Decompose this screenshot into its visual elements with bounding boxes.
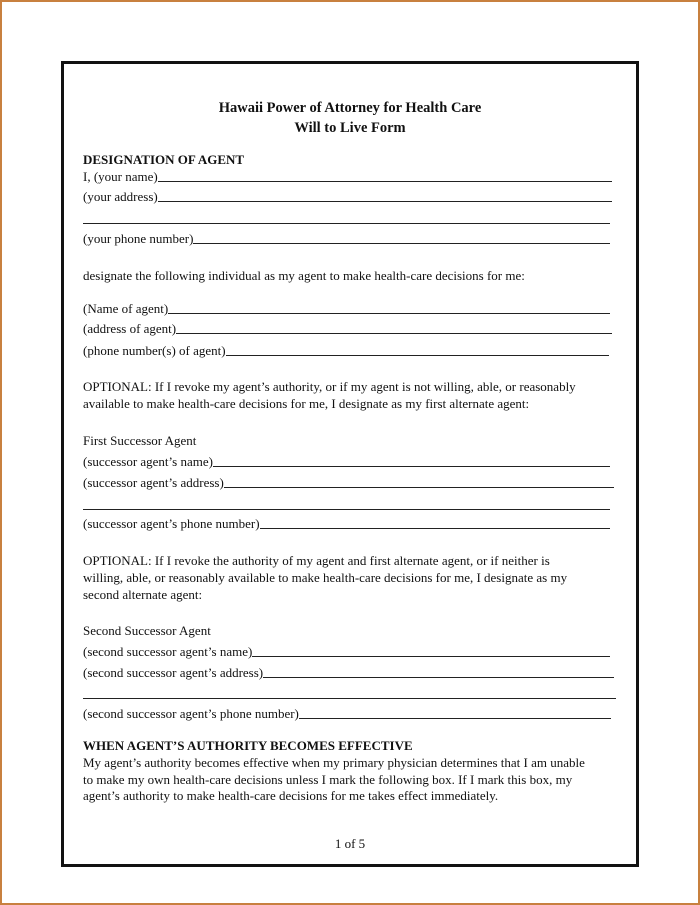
successor-name-label: (successor agent’s name) — [83, 454, 213, 469]
your-phone-field[interactable] — [83, 231, 610, 247]
agent-name-label: (Name of agent) — [83, 301, 169, 316]
effective-text-line1: My agent’s authority becomes effective when my primary physician determines that I am unable — [83, 755, 585, 770]
effective-heading: WHEN AGENT’S AUTHORITY BECOMES EFFECTIVE — [83, 738, 413, 753]
your-name-label: I, (your name) — [83, 169, 158, 184]
second-successor-phone-label: (second successor agent’s phone number) — [83, 706, 299, 721]
successor-phone-field[interactable] — [83, 516, 610, 532]
effective-text-line2: to make my own health-care decisions unless I mark the following box. If I mark this box, my — [83, 772, 573, 787]
second-successor-address-label: (second successor agent’s address) — [83, 665, 264, 680]
form-title: Hawaii Power of Attorney for Health Care — [218, 100, 482, 116]
first-successor-heading: First Successor Agent — [83, 433, 197, 448]
agent-phone-field[interactable] — [83, 343, 609, 359]
second-successor-address-field[interactable] — [83, 665, 614, 681]
successor-address-line2[interactable] — [83, 509, 610, 510]
optional1-text-line1: OPTIONAL: If I revoke my agent’s authority, or if my agent is not willing, able, or reasonably — [83, 379, 576, 394]
successor-address-field[interactable] — [83, 475, 614, 491]
second-successor-name-label: (second successor agent’s name) — [83, 644, 253, 659]
successor-address-label: (successor agent’s address) — [83, 475, 224, 490]
second-successor-heading: Second Successor Agent — [83, 623, 211, 638]
successor-phone-label: (successor agent’s phone number) — [83, 516, 260, 531]
your-address-line2[interactable] — [83, 223, 610, 224]
successor-name-field[interactable] — [83, 454, 610, 470]
second-successor-name-field[interactable] — [83, 644, 610, 660]
your-name-field[interactable] — [83, 169, 612, 185]
your-phone-label: (your phone number) — [83, 231, 194, 246]
form-subtitle: Will to Live Form — [294, 120, 406, 136]
second-successor-phone-field[interactable] — [83, 706, 611, 722]
effective-text-line3: agent’s authority to make health-care decisions for me takes effect immediately. — [83, 788, 499, 803]
optional1-text-line2: available to make health-care decisions for me, I designate as my first alternate agent: — [83, 396, 530, 411]
page-number: 1 of 5 — [334, 836, 366, 851]
optional2-text-line3: second alternate agent: — [83, 587, 203, 602]
agent-phone-label: (phone number(s) of agent) — [83, 343, 226, 358]
agent-address-label: (address of agent) — [83, 321, 177, 336]
agent-name-field[interactable] — [83, 301, 610, 317]
your-address-field[interactable] — [83, 189, 612, 205]
optional2-text-line1: OPTIONAL: If I revoke the authority of my agent and first alternate agent, or if neither is — [83, 553, 550, 568]
designate-text: designate the following individual as my agent to make health-care decisions for me: — [83, 268, 525, 283]
your-address-label: (your address) — [83, 189, 158, 204]
second-successor-address-line2[interactable] — [83, 698, 616, 699]
agent-address-field[interactable] — [83, 321, 612, 337]
optional2-text-line2: willing, able, or reasonably available to make health-care decisions for me, I designate as my — [83, 570, 568, 585]
designation-heading: DESIGNATION OF AGENT — [83, 152, 245, 167]
